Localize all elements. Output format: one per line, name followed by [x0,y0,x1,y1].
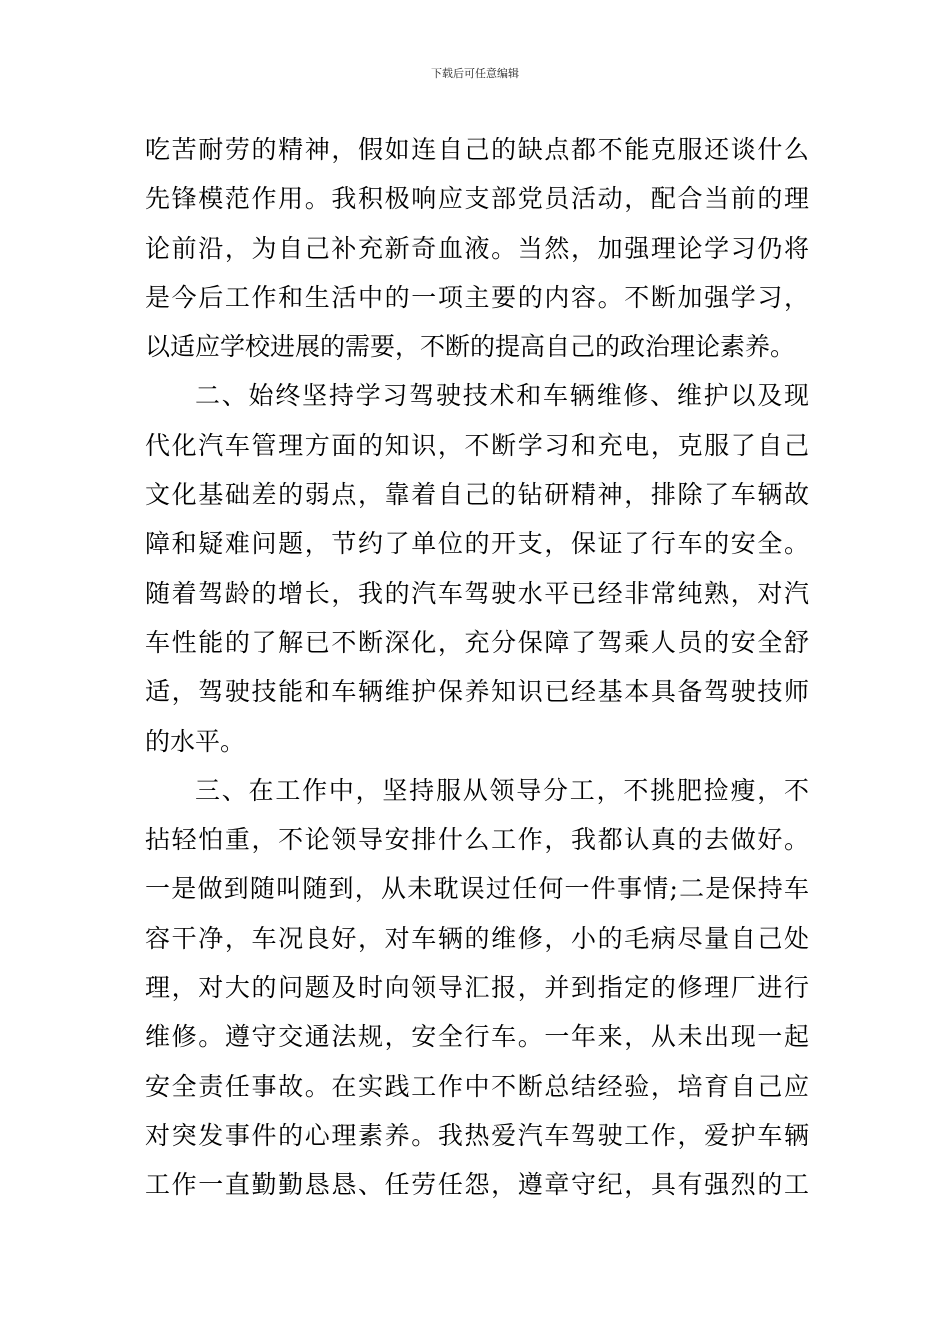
text-line: 文化基础差的弱点，靠着自己的钻研精神，排除了车辆故 [145,480,809,510]
text-line: 的水平。 [145,726,246,756]
text-line: 适，驾驶技能和车辆维护保养知识已经基本具备驾驶技师 [145,677,809,707]
text-line: 理，对大的问题及时向领导汇报，并到指定的修理厂进行 [145,973,809,1003]
text-line: 代化汽车管理方面的知识，不断学习和充电，克服了自己 [145,430,809,460]
text-line: 随着驾龄的增长，我的汽车驾驶水平已经非常纯熟，对汽 [145,578,809,608]
page-header-note: 下载后可任意编辑 [431,67,519,80]
text-line: 论前沿，为自己补充新奇血液。当然，加强理论学习仍将 [145,233,809,263]
text-line: 安全责任事故。在实践工作中不断总结经验，培育自己应 [145,1071,809,1101]
text-line: 对突发事件的心理素养。我热爱汽车驾驶工作，爱护车辆 [145,1120,809,1150]
text-line: 二、始终坚持学习驾驶技术和车辆维修、维护以及现 [195,381,809,411]
text-line: 障和疑难问题，节约了单位的开支，保证了行车的安全。 [145,529,809,559]
text-line: 车性能的了解已不断深化，充分保障了驾乘人员的安全舒 [145,627,809,657]
text-line: 容干净，车况良好，对车辆的维修，小的毛病尽量自己处 [145,923,809,953]
text-line: 维修。遵守交通法规，安全行车。一年来，从未出现一起 [145,1022,809,1052]
text-line: 三、在工作中，坚持服从领导分工，不挑肥捡瘦，不 [195,775,809,805]
text-line: 一是做到随叫随到，从未耽误过任何一件事情;二是保持车 [145,874,809,904]
text-line: 吃苦耐劳的精神，假如连自己的缺点都不能克服还谈什么 [145,135,809,164]
text-line: 先锋模范作用。我积极响应支部党员活动，配合当前的理 [145,184,809,214]
text-line: 拈轻怕重，不论领导安排什么工作，我都认真的去做好。 [145,825,809,855]
text-line: 工作一直勤勤恳恳、任劳任怨，遵章守纪，具有强烈的工 [145,1170,809,1200]
text-line: 以适应学校进展的需要，不断的提高自己的政治理论素养。 [145,332,796,362]
document-body [145,125,809,1210]
text-line: 是今后工作和生活中的一项主要的内容。不断加强学习， [145,282,809,312]
